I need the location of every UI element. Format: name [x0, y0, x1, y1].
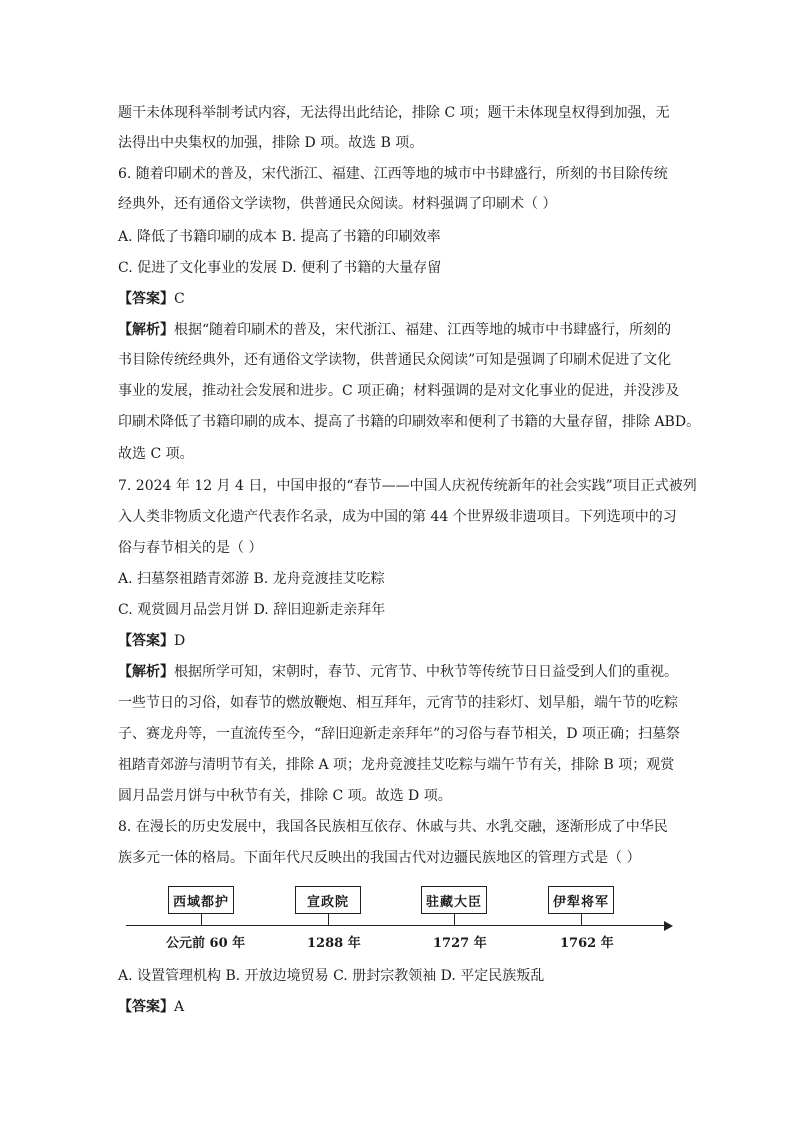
question-6-stem: 6. 随着印刷术的普及，宋代浙江、福建、江西等地的城市中书肆盛行，所刻的书目除传统	[118, 166, 668, 182]
timeline-ruler	[118, 884, 678, 950]
timeline-event-box: 驻藏大臣	[421, 886, 487, 914]
question-6-answer	[118, 289, 678, 309]
question-7-stem: 7. 2024 年 12 月 4 日，中国申报的“春节——中国人庆祝传统新年的社会实践”项目正式被列	[118, 478, 697, 494]
question-7-options-ab: A. 扫墓祭祖踏青郊游 B. 龙舟竞渡挂艾吃粽	[118, 571, 385, 587]
explanation-text: 印刷术降低了书籍印刷的成本、提高了书籍的印刷效率和便利了书籍的大量存留，排除 ABD。	[118, 414, 701, 430]
question-6-options-cd: C. 促进了文化事业的发展 D. 便利了书籍的大量存留	[118, 260, 442, 276]
question-7-answer	[118, 631, 678, 651]
timeline-event-box: 西域都护	[168, 886, 234, 914]
question-6-explanation	[118, 320, 678, 340]
answer-value: A	[174, 999, 185, 1015]
timeline-tick	[201, 914, 202, 925]
timeline-year: 公元前 60 年	[166, 936, 246, 951]
answer-label: 【答案】	[118, 291, 174, 307]
explanation-text: 圆月品尝月饼与中秋节有关，排除 C 项。故选 D 项。	[118, 788, 452, 804]
timeline-axis	[126, 925, 666, 926]
explanation-text: 一些节日的习俗，如春节的燃放鞭炮、相互拜年，元宵节的挂彩灯、划旱船，端午节的吃粽	[118, 695, 678, 711]
answer-label: 【答案】	[118, 633, 174, 649]
timeline-year: 1727 年	[433, 936, 487, 951]
timeline-event-box: 宣政院	[295, 886, 361, 914]
explanation-text: 故选 C 项。	[118, 446, 194, 462]
explanation-label: 【解析】	[118, 664, 174, 680]
explanation-text: 事业的发展，推动社会发展和进步。C 项正确；材料强调的是对文化事业的促进，并没涉及	[118, 383, 680, 399]
text-line: 法得出中央集权的加强，排除 D 项。故选 B 项。	[118, 135, 424, 151]
question-8-stem: 8. 在漫长的历史发展中，我国各民族相互依存、休戚与共、水乳交融，逐渐形成了中华民	[118, 819, 668, 835]
timeline-year: 1762 年	[560, 936, 614, 951]
explanation-text: 书目除传统经典外，还有通俗文学读物，供普通民众阅读”可知是强调了印刷术促进了文化	[118, 352, 672, 368]
timeline-tick	[328, 914, 329, 925]
question-8-options: A. 设置管理机构 B. 开放边境贸易 C. 册封宗教领袖 D. 平定民族叛乱	[118, 968, 545, 984]
answer-label: 【答案】	[118, 999, 174, 1015]
question-7-stem: 俗与春节相关的是（ ）	[118, 540, 263, 556]
timeline-event-box: 伊犁将军	[548, 886, 614, 914]
question-8-stem: 族多元一体的格局。下面年代尺反映出的我国古代对边疆民族地区的管理方式是（ ）	[118, 850, 641, 866]
explanation-label: 【解析】	[118, 322, 174, 338]
question-8-answer	[118, 997, 678, 1017]
text-line: 题干未体现科举制考试内容，无法得出此结论，排除 C 项；题干未体现皇权得到加强，无	[118, 105, 670, 121]
timeline-tick	[581, 914, 582, 925]
question-7-options-cd: C. 观赏圆月品尝月饼 D. 辞旧迎新走亲拜年	[118, 602, 386, 618]
explanation-text: 根据所学可知，宋朝时，春节、元宵节、中秋节等传统节日日益受到人们的重视。	[174, 664, 678, 680]
timeline-arrow-icon	[664, 921, 673, 931]
question-6-options-ab: A. 降低了书籍印刷的成本 B. 提高了书籍的印刷效率	[118, 229, 441, 245]
explanation-text: 子、赛龙舟等，一直流传至今，“辞旧迎新走亲拜年”的习俗与春节相关，D 项正确；扫墓祭	[118, 726, 680, 742]
answer-value: D	[174, 633, 186, 649]
question-7-stem: 入人类非物质文化遗产代表作名录，成为中国的第 44 个世界级非遗项目。下列选项中的习	[118, 509, 677, 525]
explanation-text: 祖踏青郊游与清明节有关，排除 A 项；龙舟竞渡挂艾吃粽与端午节有关，排除 B 项；观赏	[118, 757, 675, 773]
answer-value: C	[174, 291, 185, 307]
timeline-tick	[454, 914, 455, 925]
question-6-stem: 经典外，还有通俗文学读物，供普通民众阅读。材料强调了印刷术（ ）	[118, 196, 557, 212]
explanation-text: 根据“随着印刷术的普及，宋代浙江、福建、江西等地的城市中书肆盛行，所刻的	[174, 322, 672, 338]
timeline-year: 1288 年	[307, 936, 361, 951]
question-7-explanation	[118, 662, 678, 682]
